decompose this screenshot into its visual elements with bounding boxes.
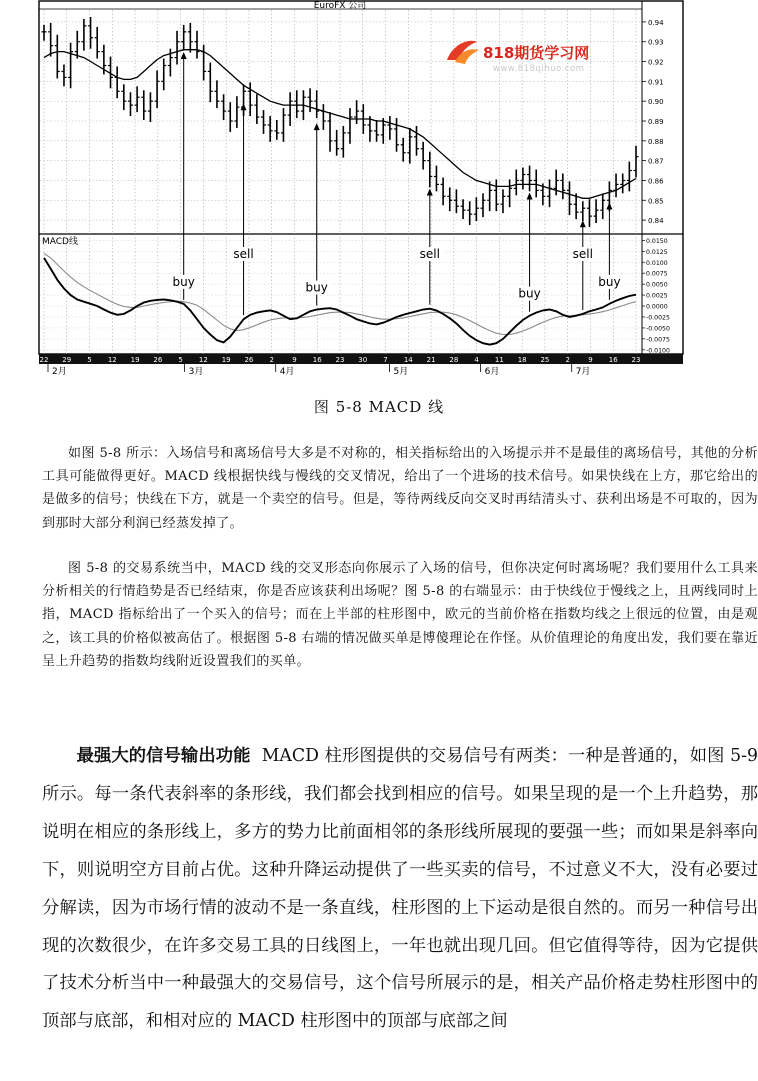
month-label: 2月 bbox=[52, 367, 67, 377]
signal-label: buy bbox=[598, 274, 621, 289]
macd-tick-label: -0.0050 bbox=[646, 325, 670, 333]
price-tick-label: 0.88 bbox=[648, 137, 664, 146]
macd-tick-label: 0.0025 bbox=[646, 292, 668, 300]
x-tick-label: 9 bbox=[588, 356, 593, 364]
x-tick-label: 30 bbox=[358, 356, 368, 364]
price-tick-label: 0.93 bbox=[648, 38, 664, 47]
section-text: MACD 柱形图提供的交易信号有两类：一种是普通的，如图 5-9 所示。每一条代表斜率的条形线，我们都会找到相应的信号。如果呈现的是一个上升趋势，那说明在相应的条形线上，多方的势力比前面相邻的条形线所展现的要强一些；而如果是斜率向下，则说明空方目前占优。这种升降运动提供了一些买卖的信号，不过意义不大，没有必要过分解读，因为市场行情的波动不是一条直线，柱形图的上下运动是很自然的。而另一种信号出现的次数很少，在许多交易工具的日线图上，一年也就出现几回。但它值得等待，因为它提供了技术分析当中一种最强大的交易信号，这个信号所展示的是，相关产品价格走势柱形图中的顶部与底部，和相对应的 MACD 柱形图中的顶部与底部之间 bbox=[42, 746, 758, 1032]
price-tick-label: 0.90 bbox=[648, 98, 664, 107]
x-tick-label: 19 bbox=[130, 356, 140, 364]
x-tick-label: 26 bbox=[244, 356, 254, 364]
price-tick-label: 0.87 bbox=[648, 157, 664, 166]
signal-label: sell bbox=[233, 247, 254, 261]
macd-tick-label: -0.0025 bbox=[646, 314, 670, 322]
macd-tick-label: 0.0000 bbox=[646, 303, 668, 311]
x-tick-label: 2 bbox=[565, 356, 570, 364]
price-tick-label: 0.94 bbox=[648, 18, 664, 27]
price-tick-label: 0.86 bbox=[648, 177, 664, 186]
price-tick-label: 0.91 bbox=[648, 78, 664, 87]
x-tick-label: 16 bbox=[608, 356, 618, 364]
macd-tick-label: 0.0075 bbox=[646, 270, 668, 278]
x-tick-label: 23 bbox=[631, 356, 641, 364]
x-tick-label: 26 bbox=[153, 356, 163, 364]
section-heading: 最强大的信号输出功能 bbox=[76, 746, 251, 766]
x-tick-label: 7 bbox=[383, 356, 388, 364]
signal-label: buy bbox=[172, 274, 195, 289]
macd-tick-label: 0.0050 bbox=[646, 281, 668, 289]
x-tick-label: 5 bbox=[178, 356, 183, 364]
month-labels bbox=[48, 364, 590, 377]
x-tick-label: 25 bbox=[540, 356, 550, 364]
macd-tick-label: 0.0125 bbox=[646, 248, 668, 256]
watermark-brand: 818期货学习网 bbox=[483, 44, 590, 62]
x-tick-label: 23 bbox=[335, 356, 345, 364]
figure-caption: 图 5-8 MACD 线 bbox=[313, 398, 445, 416]
month-label: 3月 bbox=[188, 367, 204, 377]
price-tick-label: 0.85 bbox=[648, 197, 664, 206]
x-tick-label: 2 bbox=[269, 356, 274, 364]
macd-figure bbox=[38, 0, 684, 382]
month-label: 7月 bbox=[575, 367, 591, 377]
month-label: 6月 bbox=[484, 367, 500, 377]
x-tick-label: 19 bbox=[221, 356, 231, 364]
x-tick-label: 12 bbox=[107, 356, 117, 364]
month-label: 5月 bbox=[393, 367, 409, 377]
macd-axis bbox=[642, 238, 670, 354]
macd-label: MACD线 bbox=[42, 237, 78, 247]
macd-tick-label: -0.0100 bbox=[646, 347, 670, 355]
signal-label: buy bbox=[305, 280, 328, 295]
x-tick-label: 11 bbox=[494, 356, 504, 364]
macd-tick-label: -0.0075 bbox=[646, 336, 670, 344]
paragraph-1: 如图 5-8 所示：入场信号和离场信号大多是不对称的，相关指标给出的入场提示并不是最佳的离场信号，其他的分析工具可能做得更好。MACD 线根据快线与慢线的交叉情况，给出了一个进场的技术信号。如果快线在上方，那它给出的是做多的信号；快线在下方，就是一个卖空的信号。但是，等待两线反向交叉时再结清头寸、获利出场是不可取的，因为到那时大部分利润已经蒸发掉了。 bbox=[42, 446, 758, 531]
x-tick-label: 18 bbox=[517, 356, 527, 364]
month-label: 4月 bbox=[279, 367, 295, 377]
x-tick-label: 28 bbox=[449, 356, 459, 364]
chart-title: EuroFX 公司 bbox=[313, 1, 367, 11]
macd-tick-label: 0.0150 bbox=[646, 237, 668, 245]
macd-tick-label: 0.0100 bbox=[646, 259, 668, 267]
signal-label: buy bbox=[518, 286, 541, 301]
x-tick-label: 9 bbox=[292, 356, 297, 364]
watermark-url: www.818qihuo.com bbox=[493, 64, 585, 74]
price-tick-label: 0.92 bbox=[648, 58, 664, 67]
x-tick-label: 12 bbox=[198, 356, 208, 364]
signal-label: sell bbox=[572, 247, 593, 261]
x-tick-label: 22 bbox=[39, 356, 49, 364]
section-paragraph bbox=[42, 738, 758, 1041]
x-tick-label: 4 bbox=[474, 356, 479, 364]
x-tick-label: 16 bbox=[312, 356, 322, 364]
paragraph-2: 图 5-8 的交易系统当中，MACD 线的交叉形态向你展示了入场的信号，但你决定何时离场呢？我们要用什么工具来分析相关的行情趋势是否已经结束，你是否应该获利出场呢？图 5-8 的右端显示：由于快线位于慢线之上，且两线同时上指，MACD 指标给出了一个买入的信号；而在上半部的柱形图中，欧元的当前价格在指数均线之上很远的位置，由是观之，该工具的价格似被高估了。根据图 5-8 右端的情况做买单是博傻理论在作怪。从价值理论的角度出发，我们要在靠近呈上升趋势的指数均线附近设置我们的买单。 bbox=[42, 561, 758, 669]
x-tick-label: 29 bbox=[62, 356, 72, 364]
price-tick-label: 0.89 bbox=[648, 118, 664, 126]
signal-label: sell bbox=[419, 247, 440, 261]
price-tick-label: 0.84 bbox=[648, 217, 664, 226]
x-tick-label: 21 bbox=[426, 356, 436, 364]
x-tick-label: 5 bbox=[87, 356, 92, 364]
x-tick-label: 14 bbox=[403, 356, 413, 364]
